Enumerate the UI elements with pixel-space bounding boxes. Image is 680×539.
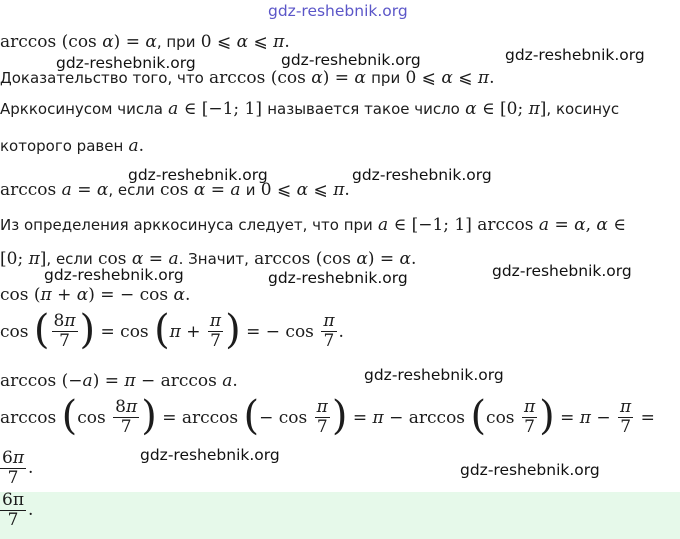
proof-intro-line: Доказательство того, что arccos (cos α) = α при 0 ⩽ α ⩽ π. bbox=[0, 68, 495, 88]
answer-numerator: 6π bbox=[2, 490, 24, 510]
watermark: gdz-reshebnik.org bbox=[44, 266, 184, 284]
text-esli: , если bbox=[108, 181, 155, 199]
watermark: gdz-reshebnik.org bbox=[128, 166, 268, 184]
text-follow1: Из определения арккосинуса следует, что при bbox=[0, 216, 373, 234]
follow-line-2: [0; π], если cos α = a. Значит, arccos (cos α) = α. bbox=[0, 249, 417, 269]
arccos-identity-line: arccos (−a) = π − arccos a. bbox=[0, 371, 238, 391]
text-def2: которого равен bbox=[0, 137, 124, 155]
watermark-top: gdz-reshebnik.org bbox=[268, 2, 408, 20]
watermark: gdz-reshebnik.org bbox=[140, 446, 280, 464]
result-line: $\frac{6\pi}{7}$ . bbox=[2, 448, 34, 488]
text-i: и bbox=[245, 181, 256, 199]
watermark: gdz-reshebnik.org bbox=[268, 269, 408, 287]
text-pri2: при bbox=[371, 69, 401, 87]
text-esli2: , если bbox=[46, 250, 93, 268]
cos-fraction-line: cos ( $\frac{8\pi}{7}$ ) = cos (π + $\frac{\pi}{7}$ ) = − cos $\frac{\pi}{7}$ . bbox=[0, 307, 344, 353]
main-computation-line: arccos (cos $\frac{8\pi}{7}$ ) = arccos (− cos $\frac{\pi}{7}$ ) = π − arccos (cos $\frac{\pi}{7}$ ) = π − $\frac{\pi}{7}$ = bbox=[0, 393, 655, 439]
text-pri: , при bbox=[156, 33, 196, 51]
text-znachit: . Значит, bbox=[178, 250, 249, 268]
statement-line: arccos (cos α) = α, при 0 ⩽ α ⩽ π. bbox=[0, 32, 290, 52]
definition-line-2: которого равен a. bbox=[0, 136, 145, 156]
watermark: gdz-reshebnik.org bbox=[56, 54, 196, 72]
answer-denominator: 7 bbox=[0, 510, 26, 530]
watermark: gdz-reshebnik.org bbox=[460, 461, 600, 479]
follow-line-1: Из определения арккосинуса следует, что при a ∈ [−1; 1] arccos a = α, α ∈ bbox=[0, 215, 626, 235]
watermark: gdz-reshebnik.org bbox=[352, 166, 492, 184]
text-def1b: называется такое число bbox=[267, 100, 460, 118]
cos-identity-line: cos (π + α) = − cos α. bbox=[0, 285, 191, 305]
text-def1: Арккосинусом числа bbox=[0, 100, 163, 118]
watermark: gdz-reshebnik.org bbox=[505, 46, 645, 64]
watermark: gdz-reshebnik.org bbox=[281, 51, 421, 69]
watermark: gdz-reshebnik.org bbox=[364, 366, 504, 384]
answer-box: $\frac{6\pi}{7}$ . bbox=[0, 492, 680, 539]
watermark: gdz-reshebnik.org bbox=[492, 262, 632, 280]
text-proof-intro: Доказательство того, что bbox=[0, 69, 204, 87]
definition-line-1: Арккосинусом числа a ∈ [−1; 1] называется такое число α ∈ [0; π], косинус bbox=[0, 99, 620, 119]
definition-formula-line: arccos a = α, если cos α = a и 0 ⩽ α ⩽ π. bbox=[0, 180, 350, 200]
text-def1c: , косинус bbox=[546, 100, 620, 118]
